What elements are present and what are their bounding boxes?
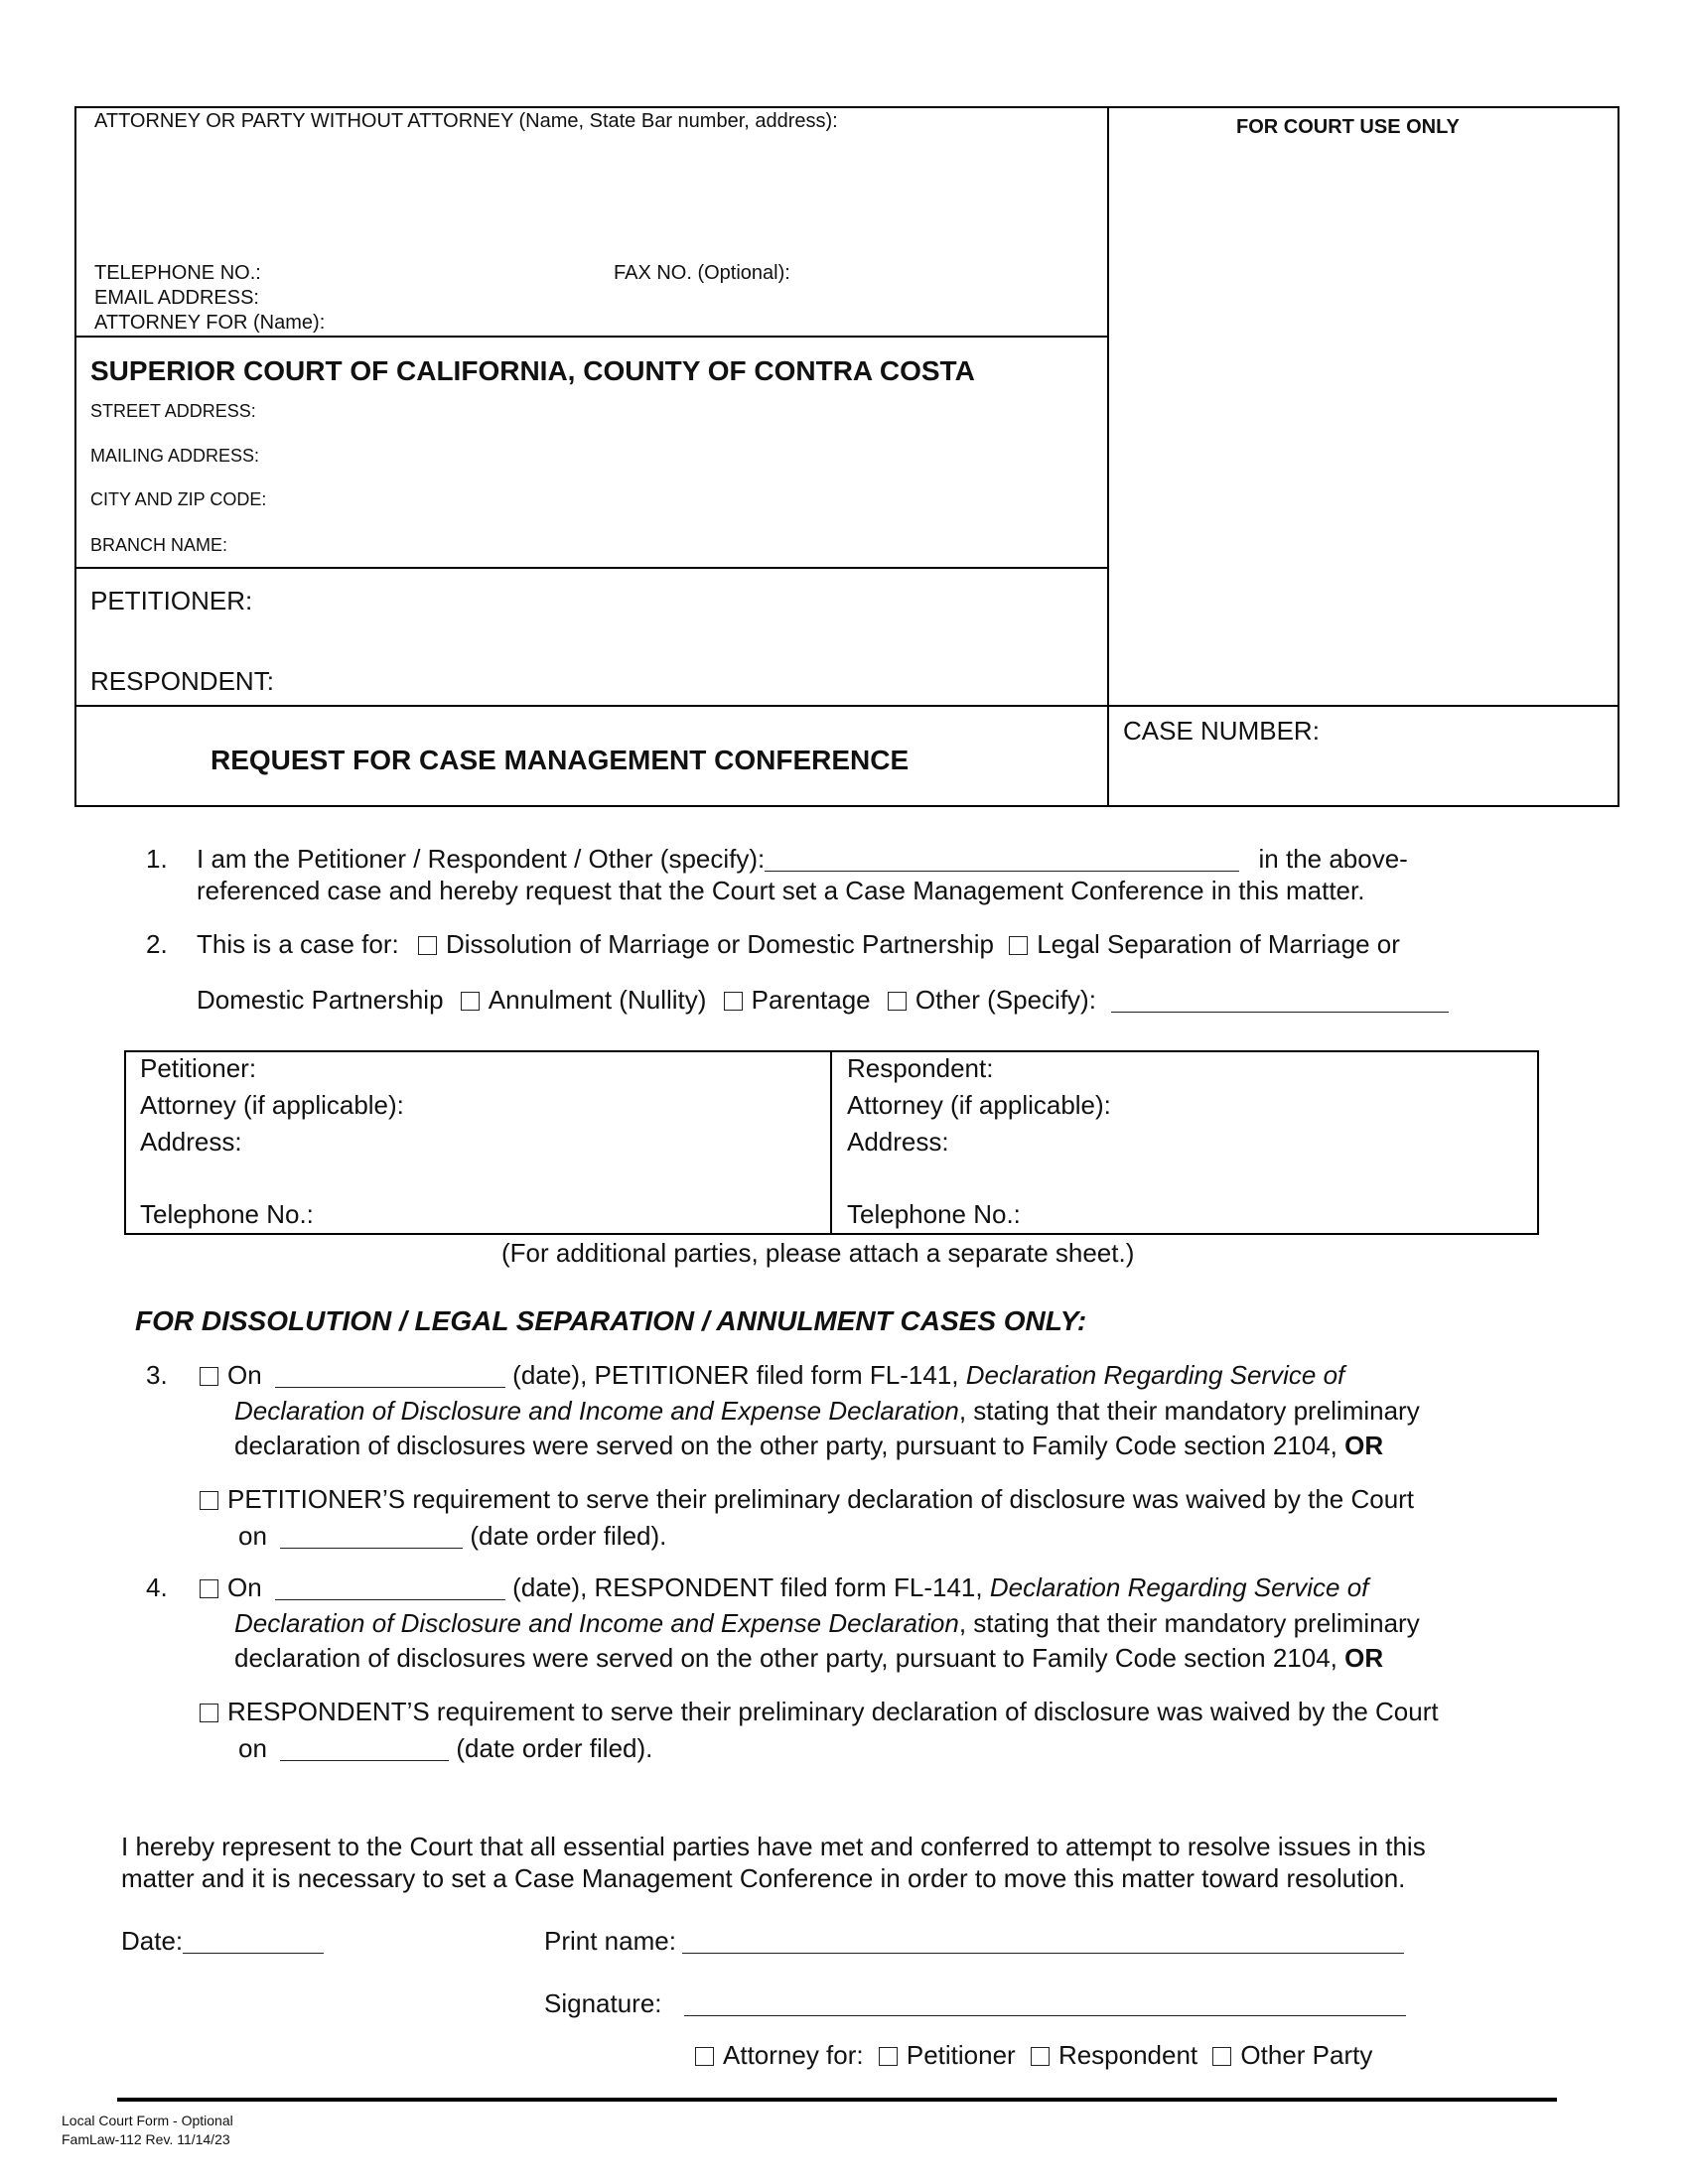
item1-number: 1.: [146, 844, 168, 874]
case-number-label: CASE NUMBER:: [1123, 716, 1320, 746]
form-title: REQUEST FOR CASE MANAGEMENT CONFERENCE: [211, 745, 910, 775]
date-blank[interactable]: [183, 1929, 324, 1954]
item3-waiver-date-blank[interactable]: [280, 1524, 463, 1549]
other-case-checkbox[interactable]: [888, 992, 907, 1011]
divider-court: [74, 567, 1108, 569]
footer-rule: [117, 2098, 1557, 2102]
party-right-address-label: Address:: [847, 1127, 949, 1157]
item3-number: 3.: [146, 1360, 168, 1390]
representation-line1: I hereby represent to the Court that all essential parties have met and conferred to attempt to resolve issues in this: [121, 1832, 1426, 1861]
dissolution-checkbox[interactable]: [418, 936, 437, 955]
item3-line2: Declaration of Disclosure and Income and Expense Declaration, stating that their mandatory preliminary: [234, 1396, 1420, 1426]
party-left-attorney-label: Attorney (if applicable):: [140, 1090, 404, 1120]
party-right-name-label: Respondent:: [847, 1053, 994, 1083]
court-use-label: FOR COURT USE ONLY: [1236, 116, 1460, 138]
street-address-label: STREET ADDRESS:: [90, 401, 256, 421]
party-left-address-label: Address:: [140, 1127, 242, 1157]
item4-waiver-line: RESPONDENT’S requirement to serve their preliminary declaration of disclosure was waived by the Court: [200, 1697, 1439, 1727]
item1-specify-blank[interactable]: [765, 847, 1239, 872]
signature-blank[interactable]: [684, 1991, 1406, 2016]
city-zip-label: CITY AND ZIP CODE:: [90, 489, 267, 509]
petitioner-label: PETITIONER:: [90, 586, 253, 615]
attorney-other-party-checkbox[interactable]: [1212, 2047, 1231, 2066]
footer-line1: Local Court Form - Optional: [62, 2113, 233, 2128]
respondent-label: RESPONDENT:: [90, 666, 274, 696]
section-heading: FOR DISSOLUTION / LEGAL SEPARATION / ANNULMENT CASES ONLY:: [135, 1305, 1087, 1336]
item4-waiver-date-blank[interactable]: [280, 1736, 449, 1761]
representation-line2: matter and it is necessary to set a Case Management Conference in order to move this matter toward resolution.: [121, 1863, 1406, 1893]
divider-parties: [74, 705, 1619, 707]
item4-waiver-checkbox[interactable]: [200, 1704, 218, 1722]
item2-line1: This is a case for: Dissolution of Marriage or Domestic Partnership Legal Separation of Marriage or: [197, 929, 1400, 959]
item3-waiver-checkbox[interactable]: [200, 1491, 218, 1510]
annulment-checkbox[interactable]: [461, 992, 480, 1011]
item3-waiver-line: PETITIONER’S requirement to serve their preliminary declaration of disclosure was waived by the Court: [200, 1484, 1414, 1515]
party-right-attorney-label: Attorney (if applicable):: [847, 1090, 1111, 1120]
court-name: SUPERIOR COURT OF CALIFORNIA, COUNTY OF CONTRA COSTA: [90, 355, 975, 386]
attorney-petitioner-checkbox[interactable]: [879, 2047, 898, 2066]
item4-waiver-date-line: on (date order filed).: [238, 1733, 653, 1763]
divider-attorney: [74, 336, 1108, 338]
item2-number: 2.: [146, 929, 168, 959]
date-line: Date:: [121, 1926, 324, 1957]
telephone-label: TELEPHONE NO.:: [94, 262, 261, 284]
print-name-line: Print name:: [544, 1926, 1404, 1957]
email-label: EMAIL ADDRESS:: [94, 287, 259, 309]
signature-line: Signature:: [544, 1988, 1406, 2019]
attorney-for-checkbox[interactable]: [695, 2047, 714, 2066]
other-specify-blank[interactable]: [1111, 988, 1449, 1013]
item4-line3: declaration of disclosures were served on the other party, pursuant to Family Code section 2104, OR: [234, 1643, 1384, 1673]
item1-line2: referenced case and hereby request that the Court set a Case Management Conference in this matter.: [197, 876, 1365, 905]
item4-number: 4.: [146, 1572, 168, 1602]
item4-date-blank[interactable]: [275, 1575, 505, 1600]
item1-line1: I am the Petitioner / Respondent / Other (specify): in the above-: [197, 844, 1408, 874]
mailing-address-label: MAILING ADDRESS:: [90, 446, 260, 466]
item4-line1: On (date), RESPONDENT filed form FL-141, Declaration Regarding Service of: [200, 1572, 1368, 1603]
attorney-respondent-checkbox[interactable]: [1031, 2047, 1050, 2066]
fax-label: FAX NO. (Optional):: [614, 262, 790, 284]
caption-vertical-divider: [1107, 106, 1109, 807]
branch-name-label: BRANCH NAME:: [90, 535, 228, 555]
party-left-phone-label: Telephone No.:: [140, 1199, 314, 1229]
item2-line2: Domestic Partnership Annulment (Nullity) Parentage Other (Specify):: [197, 985, 1449, 1016]
parentage-checkbox[interactable]: [724, 992, 743, 1011]
attorney-for-line: Attorney for: Petitioner Respondent Other Party: [695, 2040, 1372, 2071]
attorney-for-label: ATTORNEY FOR (Name):: [94, 312, 326, 334]
party-left-name-label: Petitioner:: [140, 1053, 257, 1083]
party-right-phone-label: Telephone No.:: [847, 1199, 1021, 1229]
item3-waiver-date-line: on (date order filed).: [238, 1521, 667, 1551]
item4-line2: Declaration of Disclosure and Income and Expense Declaration, stating that their mandatory preliminary: [234, 1608, 1420, 1638]
item3-filed-checkbox[interactable]: [200, 1367, 218, 1386]
footer-line2: FamLaw-112 Rev. 11/14/23: [62, 2131, 230, 2147]
caption-box: [74, 106, 1619, 807]
legal-separation-checkbox[interactable]: [1009, 936, 1028, 955]
item3-line1: On (date), PETITIONER filed form FL-141, Declaration Regarding Service of: [200, 1360, 1344, 1391]
item3-line3: declaration of disclosures were served on the other party, pursuant to Family Code section 2104, OR: [234, 1431, 1384, 1460]
item3-date-blank[interactable]: [275, 1363, 505, 1388]
item4-filed-checkbox[interactable]: [200, 1579, 218, 1598]
parties-divider: [830, 1050, 832, 1235]
additional-parties-note: (For additional parties, please attach a separate sheet.): [501, 1238, 1135, 1268]
attorney-label: ATTORNEY OR PARTY WITHOUT ATTORNEY (Name, State Bar number, address):: [94, 110, 838, 132]
print-name-blank[interactable]: [682, 1929, 1404, 1954]
